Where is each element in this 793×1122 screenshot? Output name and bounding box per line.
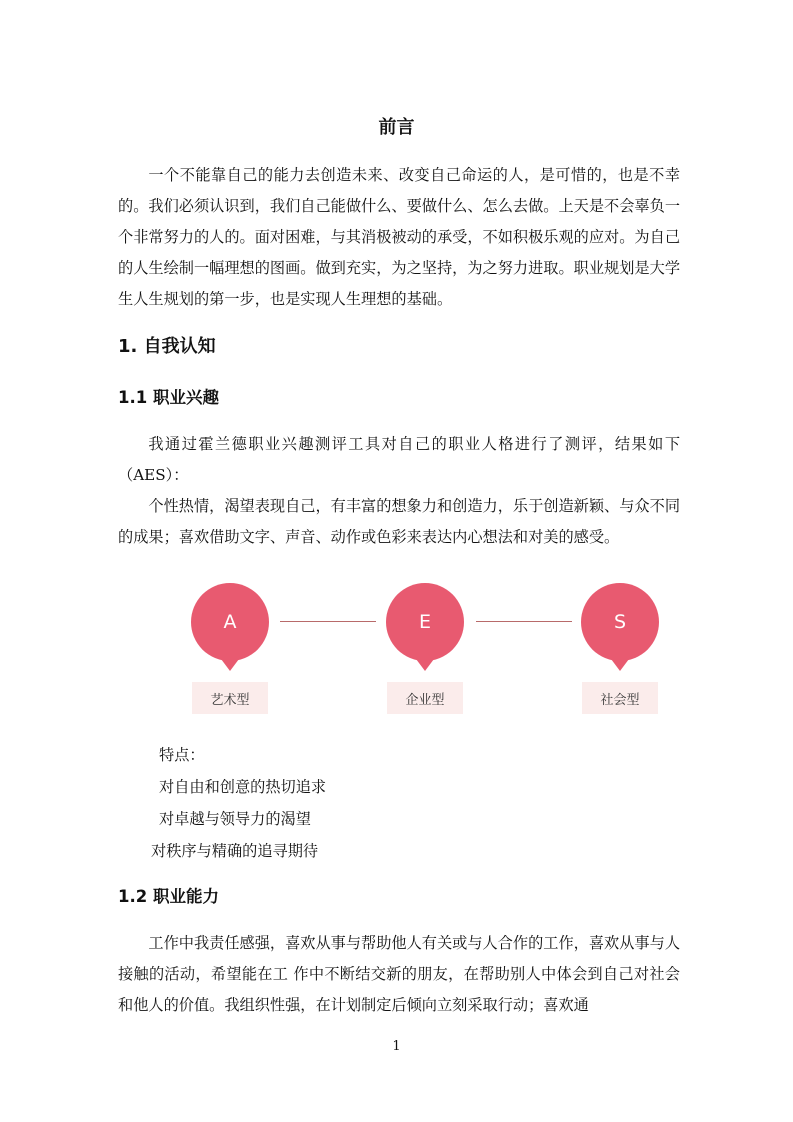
trait-item: 对自由和创意的热切追求: [159, 778, 327, 796]
node-circle-a: A: [191, 583, 269, 661]
subsection-heading-career-interest: 1.1 职业兴趣: [118, 388, 219, 407]
subsection-heading-career-ability: 1.2 职业能力: [118, 887, 219, 906]
connector-line: [476, 621, 572, 622]
node-label-enterprising: 企业型: [387, 682, 463, 714]
node-pointer: [221, 659, 239, 671]
interest-description-paragraph: 个性热情，渴望表现自己，有丰富的想象力和创造力，乐于创造新颖、与众不同的成果；喜欢借助文字、声音、动作或色彩来表达内心想法和对美的感受。: [118, 497, 680, 546]
trait-item: 对卓越与领导力的渴望: [159, 810, 311, 828]
traits-heading: 特点：: [159, 746, 205, 764]
page-number: 1: [392, 1039, 401, 1054]
section-heading-self-awareness: 1. 自我认知: [118, 336, 216, 357]
node-circle-s: S: [581, 583, 659, 661]
ability-paragraph: 工作中我责任感强，喜欢从事与帮助他人有关或与人合作的工作，喜欢从事与人接触的活动，希望能在工 作中不断结交新的朋友，在帮助别人中体会到自己对社会和他人的价值。我组织性强，在计划制定后倾向立刻采取行动；喜欢通: [118, 934, 680, 1014]
node-pointer: [611, 659, 629, 671]
node-label-artistic: 艺术型: [192, 682, 268, 714]
node-label-social: 社会型: [582, 682, 658, 714]
page-title: 前言: [378, 117, 415, 138]
connector-line: [280, 621, 376, 622]
node-circle-e: E: [386, 583, 464, 661]
trait-item: 对秩序与精确的追寻期待: [151, 842, 319, 860]
preface-paragraph: 一个不能靠自己的能力去创造未来、改变自己命运的人，是可惜的，也是不幸的。我们必须认识到，我们自己能做什么、要做什么、怎么去做。上天是不会辜负一个非常努力的人的。面对困难，与其消极被动的承受，不如积极乐观的应对。为自己的人生绘制一幅理想的图画。做到充实，为之坚持，为之努力进取。职业规划是大学生人生规划的第一步，也是实现人生理想的基础。: [118, 166, 680, 308]
node-pointer: [416, 659, 434, 671]
holland-code-diagram: [0, 575, 793, 720]
interest-intro-paragraph: 我通过霍兰德职业兴趣测评工具对自己的职业人格进行了测评，结果如下（AES）：: [118, 435, 680, 484]
